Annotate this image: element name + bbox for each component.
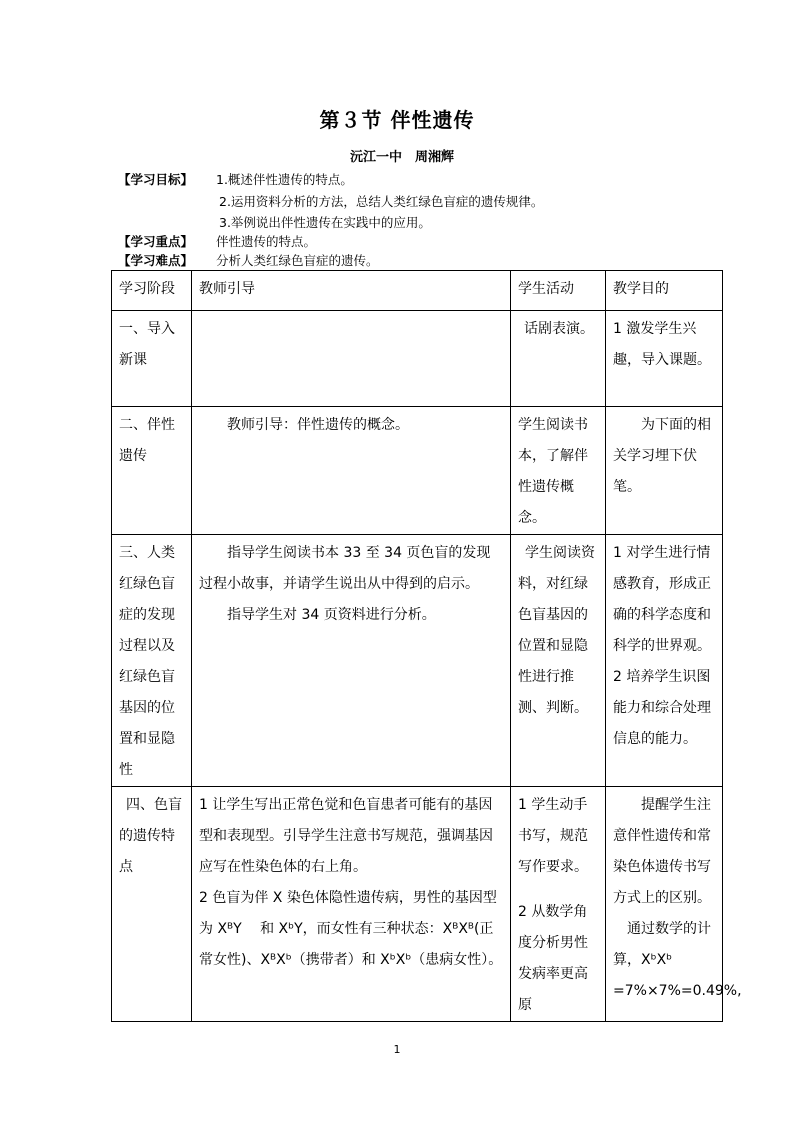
stage-cell: 一、导入新课 — [112, 311, 192, 407]
difficulty-label: 【学习难点】 — [118, 253, 194, 268]
header-student: 学生活动 — [511, 271, 606, 311]
table-row — [112, 407, 723, 535]
key-point-label: 【学习重点】 — [118, 234, 194, 249]
teacher-text: 2 色盲为伴 X 染色体隐性遗传病，男性的基因型为 XᴮY 和 XᵇY，而女性有三种状态：XᴮXᴮ(正常女性)、XᴮXᵇ（携带者）和 XᵇXᵇ（患病女性）。 — [199, 890, 503, 968]
purpose-cell — [606, 311, 723, 407]
teacher-cell — [192, 787, 511, 1022]
student-cell — [511, 535, 606, 787]
header-stage: 学习阶段 — [112, 271, 192, 311]
purpose-text: 2 培养学生识图能力和综合处理信息的能力。 — [613, 669, 711, 747]
difficulty-text: 分析人类红绿色盲症的遗传。 — [216, 253, 379, 268]
purpose-text: 提醒学生注意伴性遗传和常染色体遗传书写方式上的区别。 — [613, 797, 711, 906]
difficulty — [118, 252, 379, 269]
student-text: 2 从数学角度分析男性发病率更高原 — [518, 904, 588, 1013]
purpose-text: 1 对学生进行情感教育，形成正确的科学态度和科学的世界观。 — [613, 545, 711, 654]
teacher-text: 指导学生对 34 页资料进行分析。 — [227, 607, 436, 623]
purpose-cell — [606, 535, 723, 787]
student-cell — [511, 407, 606, 535]
page-number: 1 — [393, 1043, 401, 1056]
page-title: 第３节 伴性遗传 — [319, 108, 475, 132]
teacher-cell — [192, 535, 511, 787]
teacher-text: 教师引导：伴性遗传的概念。 — [227, 417, 409, 433]
student-text: 学生阅读资料，对红绿色盲基因的位置和显隐性进行推测、判断。 — [518, 545, 595, 716]
teacher-cell — [192, 407, 511, 535]
teacher-text: 指导学生阅读书本 33 至 34 页色盲的发现过程小故事，并请学生说出从中得到的启示。 — [199, 545, 491, 592]
learning-goals — [118, 171, 353, 188]
goal-item-3: 3.举例说出伴性遗传在实践中的应用。 — [219, 215, 431, 230]
student-text: 1 学生动手书写，规范写作要求。 — [518, 797, 588, 875]
author-line: 沅江一中 周湘辉 — [349, 150, 454, 165]
student-cell — [511, 787, 606, 1022]
table-row — [112, 535, 723, 787]
table-row — [112, 311, 723, 407]
table-header-row — [112, 271, 723, 311]
table-row — [112, 787, 723, 1022]
purpose-text: 通过数学的计算，XᵇXᵇ =7%×7%=0.49%, — [613, 921, 742, 999]
student-cell — [511, 311, 606, 407]
purpose-text: 为下面的相关学习埋下伏笔。 — [613, 417, 711, 495]
goal-item-2: 2.运用资料分析的方法，总结人类红绿色盲症的遗传规律。 — [219, 194, 544, 209]
purpose-text: 1 激发学生兴趣，导入课题。 — [613, 321, 711, 368]
stage-cell: 三、人类红绿色盲症的发现过程以及红绿色盲基因的位置和显隐性 — [112, 535, 192, 787]
key-point-text: 伴性遗传的特点。 — [216, 234, 317, 249]
lesson-plan-table — [111, 270, 742, 1022]
header-teacher: 教师引导 — [192, 271, 511, 311]
purpose-cell — [606, 407, 723, 535]
student-text: 话剧表演。 — [524, 321, 594, 337]
header-purpose: 教学目的 — [606, 271, 723, 311]
key-point — [118, 233, 316, 250]
purpose-cell — [606, 787, 742, 1022]
goals-label: 【学习目标】 — [118, 172, 194, 187]
teacher-cell — [192, 311, 511, 407]
student-text: 学生阅读书本，了解伴性遗传概念。 — [518, 417, 588, 526]
goal-item-1: 1.概述伴性遗传的特点。 — [216, 172, 353, 187]
stage-cell: 二、伴性遗传 — [112, 407, 192, 535]
teacher-text: 1 让学生写出正常色觉和色盲患者可能有的基因型和表现型。引导学生注意书写规范，强调基因应写在性染色体的右上角。 — [199, 797, 493, 875]
stage-cell: 四、色盲的遗传特点 — [112, 787, 192, 1022]
